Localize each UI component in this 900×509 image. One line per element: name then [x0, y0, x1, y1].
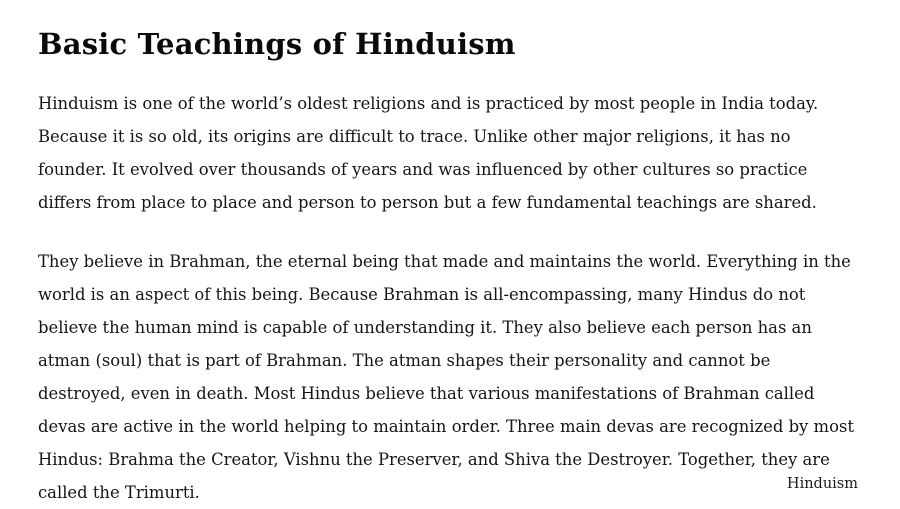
slide-body: [38, 87, 862, 509]
body-paragraph-2: They believe in Brahman, the eternal being that made and maintains the world. Everything in the world is an aspect of this being. Because Brahman is all-encompassing, many Hindus do not believe the human mind is capable of understanding it. They also believe each person has an atman (soul) that is part of Brahman. The atman shapes their personality and cannot be destroyed, even in death. Most Hindus believe that various manifestations of Brahman called devas are active in the world helping to maintain order. Three main devas are recognized by most Hindus: Brahma the Creator, Vishnu the Preserver, and Shiva the Destroyer. Together, they are called the Trimurti.: [38, 252, 854, 503]
page-title: Basic Teachings of Hinduism: [38, 27, 516, 61]
slide-footer: Hinduism: [786, 476, 858, 492]
body-paragraph-1: Hinduism is one of the world’s oldest religions and is practiced by most people in India today. Because it is so old, its origins are difficult to trace. Unlike other major religions, it has no founder. It evolved over thousands of years and was influenced by other cultures so practice differs from place to place and person to person but a few fundamental teachings are shared.: [38, 94, 819, 213]
